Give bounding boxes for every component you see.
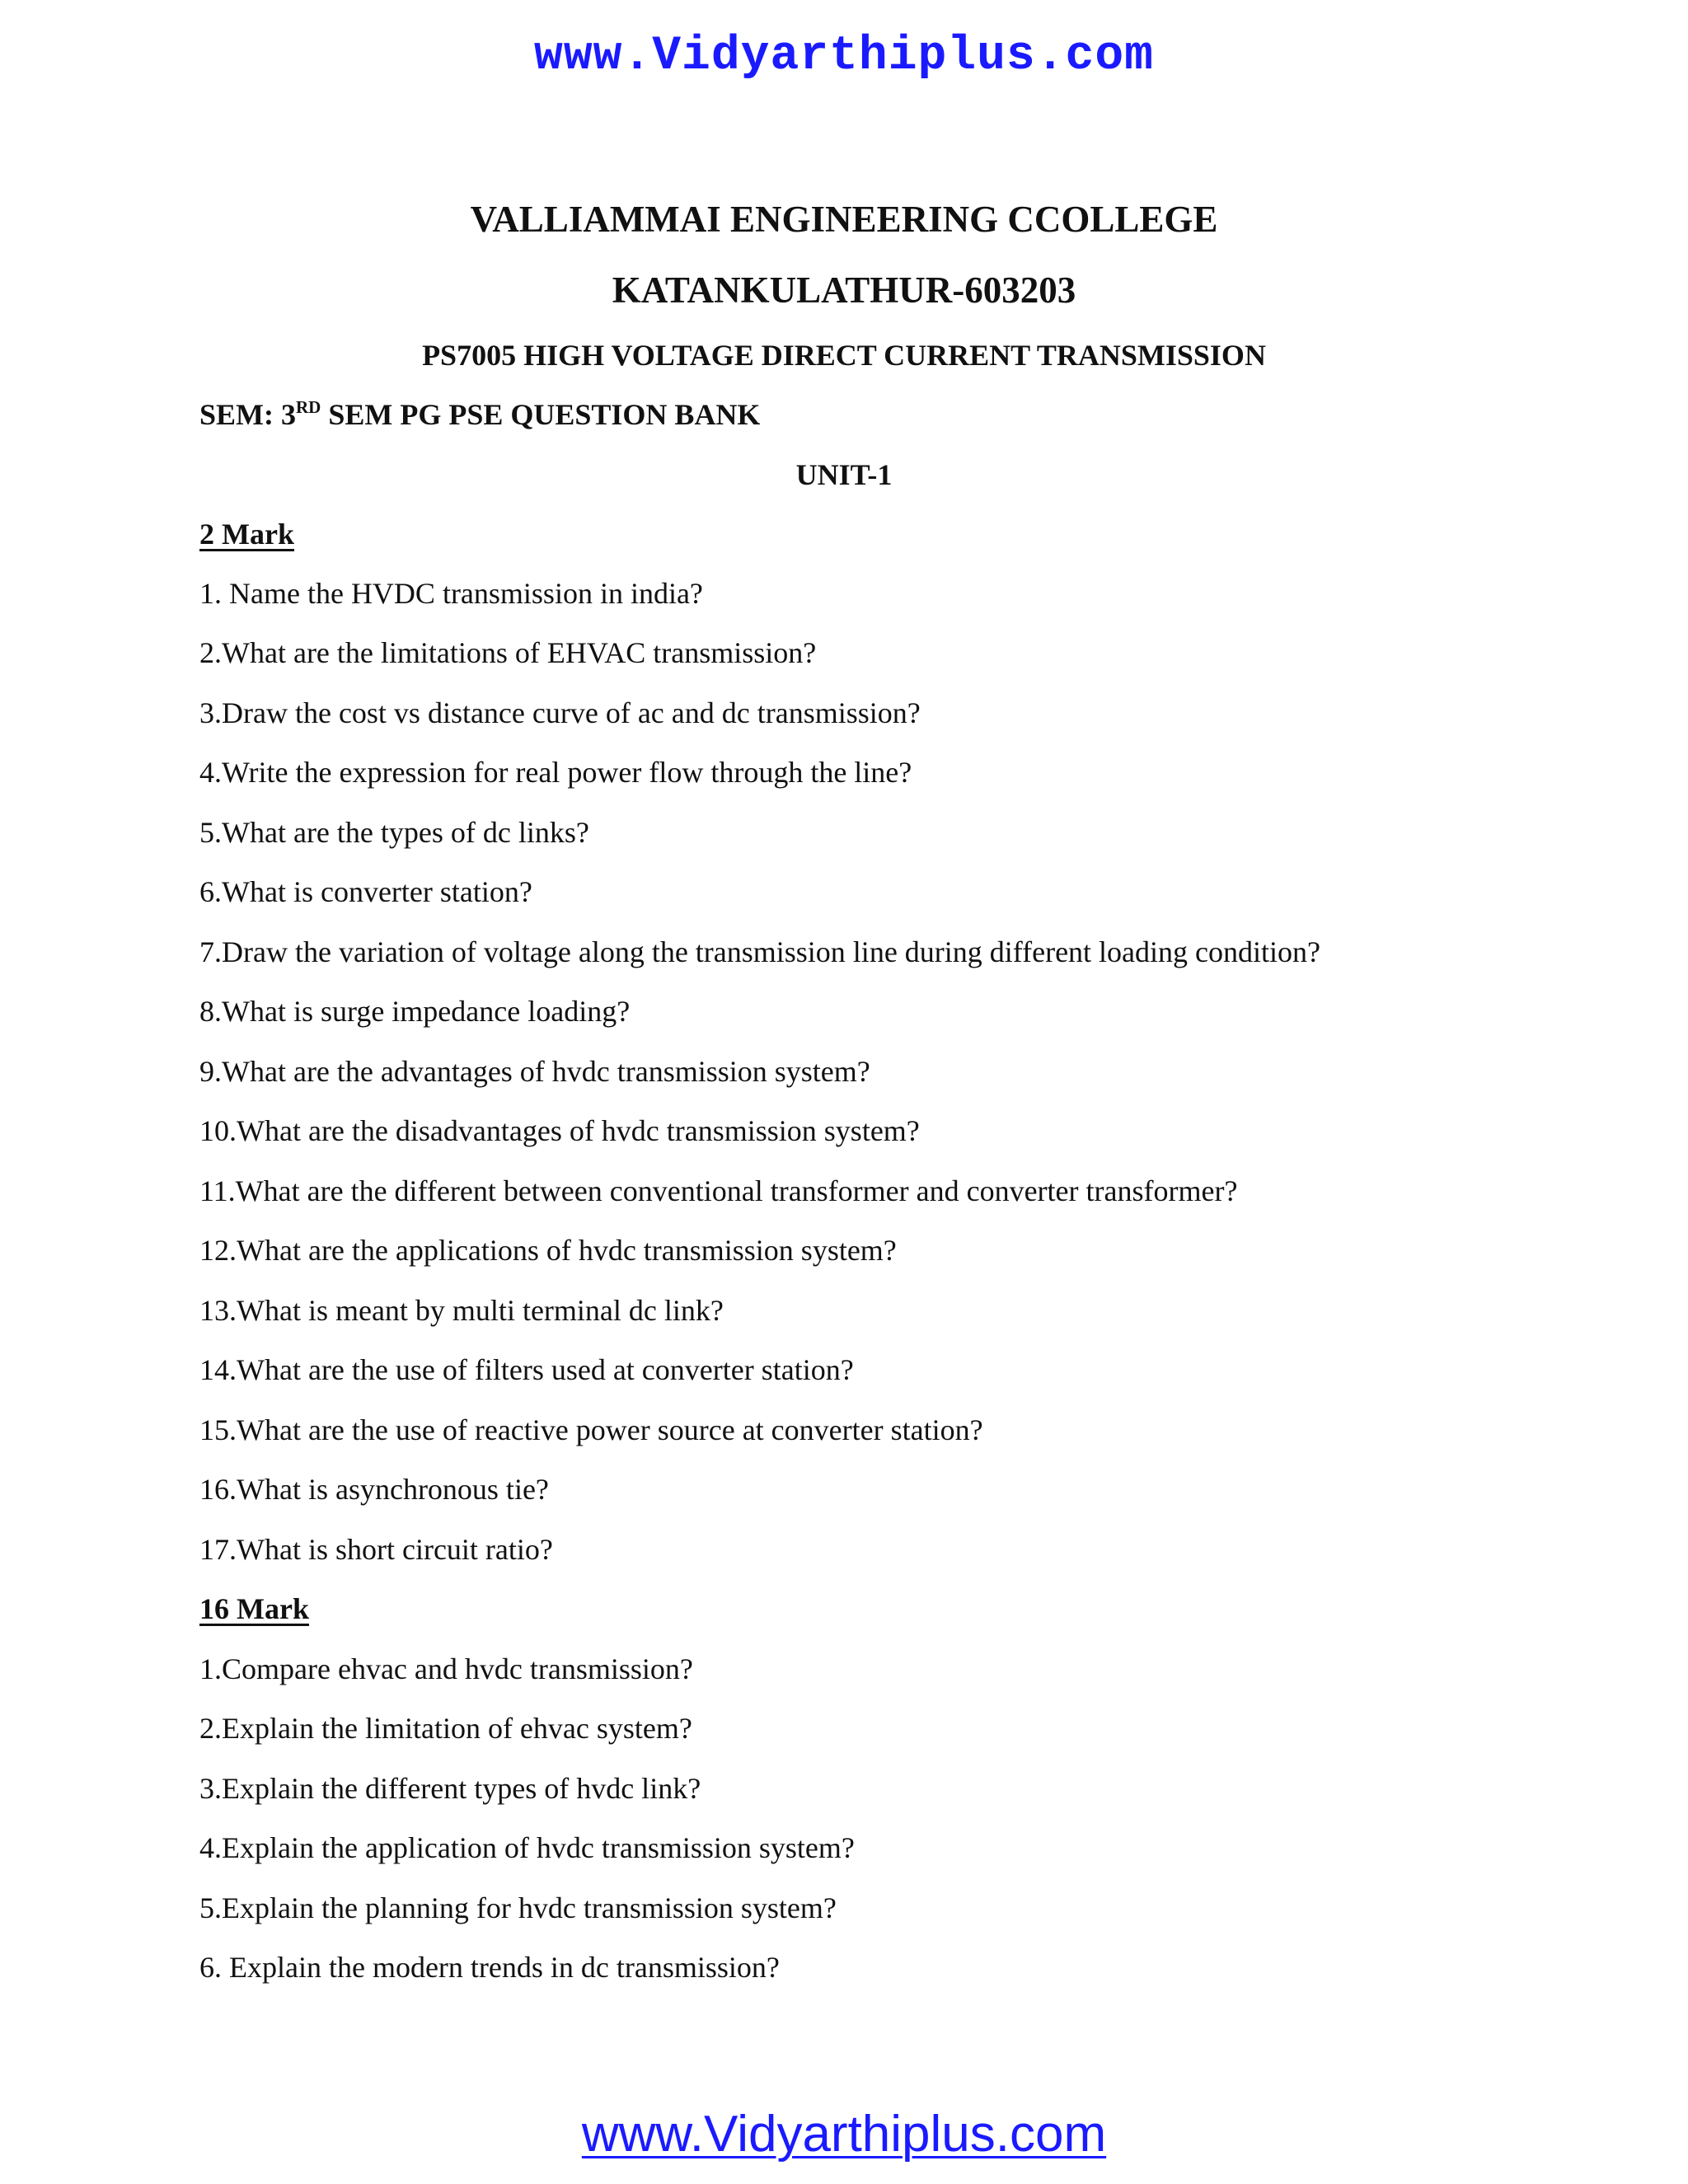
- two-mark-question: 2.What are the limitations of EHVAC transmission?: [199, 636, 817, 669]
- sixteen-mark-question: 3.Explain the different types of hvdc link?: [199, 1772, 701, 1805]
- two-mark-question: 16.What is asynchronous tie?: [199, 1473, 549, 1506]
- two-mark-question: 6.What is converter station?: [199, 875, 532, 908]
- semester-line: [199, 397, 760, 432]
- two-mark-question: 17.What is short circuit ratio?: [199, 1533, 553, 1566]
- two-mark-question: 14.What are the use of filters used at converter station?: [199, 1353, 854, 1386]
- sixteen-mark-question: 2.Explain the limitation of ehvac system?: [199, 1712, 692, 1745]
- semester-prefix: SEM: 3: [199, 398, 296, 431]
- sixteen-mark-question: 4.Explain the application of hvdc transmission system?: [199, 1831, 855, 1864]
- two-mark-question: 1. Name the HVDC transmission in india?: [199, 577, 703, 610]
- two-mark-question: 5.What are the types of dc links?: [199, 816, 589, 849]
- two-mark-question: 12.What are the applications of hvdc transmission system?: [199, 1234, 897, 1267]
- course-title: PS7005 HIGH VOLTAGE DIRECT CURRENT TRANSMISSION: [422, 339, 1266, 372]
- two-mark-question: 7.Draw the variation of voltage along the transmission line during different loading condition?: [199, 935, 1321, 968]
- sixteen-mark-question: 6. Explain the modern trends in dc transmission?: [199, 1951, 780, 1984]
- two-mark-question: 8.What is surge impedance loading?: [199, 995, 631, 1028]
- header-site-link[interactable]: www.Vidyarthiplus.com: [534, 30, 1154, 83]
- unit-heading: UNIT-1: [795, 458, 893, 491]
- sixteen-mark-question: 1.Compare ehvac and hvdc transmission?: [199, 1652, 693, 1685]
- college-location: KATANKULATHUR-603203: [612, 269, 1076, 311]
- two-mark-question: 3.Draw the cost vs distance curve of ac and dc transmission?: [199, 696, 921, 729]
- two-mark-question: 10.What are the disadvantages of hvdc transmission system?: [199, 1114, 920, 1147]
- two-mark-heading: 2 Mark: [199, 518, 294, 551]
- two-mark-question: 13.What is meant by multi terminal dc link?: [199, 1294, 724, 1327]
- two-mark-question: 4.Write the expression for real power flow through the line?: [199, 756, 912, 789]
- sixteen-mark-question: 5.Explain the planning for hvdc transmission system?: [199, 1891, 837, 1924]
- sixteen-mark-heading: 16 Mark: [199, 1592, 309, 1625]
- footer-site-link[interactable]: www.Vidyarthiplus.com: [581, 2106, 1107, 2163]
- semester-suffix: SEM PG PSE QUESTION BANK: [321, 398, 761, 431]
- two-mark-question: 15.What are the use of reactive power source at converter station?: [199, 1413, 983, 1446]
- two-mark-question: 11.What are the different between conventional transformer and converter transformer?: [199, 1174, 1238, 1207]
- semester-superscript: RD: [296, 397, 321, 417]
- college-name: VALLIAMMAI ENGINEERING CCOLLEGE: [470, 199, 1218, 240]
- two-mark-question: 9.What are the advantages of hvdc transmission system?: [199, 1055, 870, 1088]
